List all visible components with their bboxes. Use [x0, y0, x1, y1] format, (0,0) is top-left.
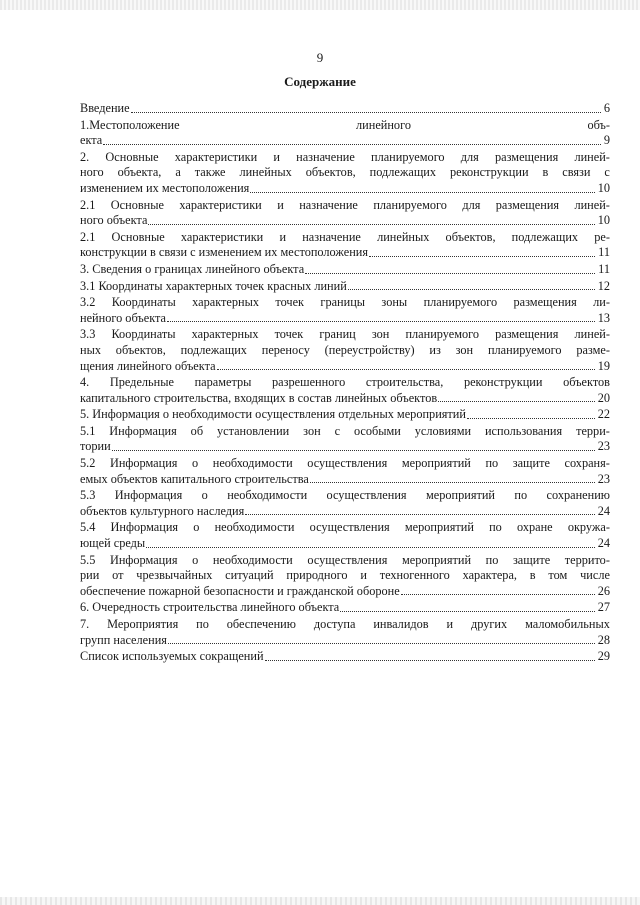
- toc-text: обеспечение пожарной безопасности и гражданской обороне: [80, 583, 400, 598]
- toc-text: Список используемых сокращений: [80, 649, 264, 664]
- toc-word: связи: [562, 165, 591, 180]
- toc-word: в: [529, 568, 536, 583]
- toc-word: о: [192, 552, 199, 567]
- toc-word: терри-: [576, 423, 610, 438]
- page-title: Содержание: [284, 74, 356, 89]
- toc-entry: [80, 279, 610, 295]
- toc-word: 5.5: [80, 552, 96, 567]
- toc-word: осуществления: [326, 488, 407, 503]
- toc-word: по: [485, 552, 499, 567]
- toc-word: зон: [455, 342, 474, 357]
- toc-word: размещения: [513, 295, 577, 310]
- toc-word: Основные: [110, 197, 164, 212]
- toc-page-number: 23: [597, 439, 610, 454]
- toc-word: характеристики: [180, 229, 264, 244]
- toc-word: границ: [319, 327, 356, 342]
- dot-leader: [245, 513, 594, 515]
- toc-page-number: 27: [597, 600, 610, 615]
- toc-text: конструкции в связи с изменением их местоположения: [80, 245, 369, 260]
- dot-leader: [265, 659, 595, 661]
- toc-line: [80, 327, 610, 343]
- toc-page-number: 26: [597, 583, 610, 598]
- toc-line: [80, 118, 610, 134]
- toc-word: 2.1: [80, 197, 96, 212]
- toc-entry: [80, 520, 610, 551]
- toc-word: объектов: [563, 375, 610, 390]
- toc-text: ного объекта: [80, 213, 148, 228]
- toc-word: Информация: [109, 423, 177, 438]
- toc-word: мероприятий: [404, 520, 474, 535]
- toc-word: реконструкции: [450, 165, 529, 180]
- toc-word: подлежащих: [511, 229, 579, 244]
- toc-word: линейных: [377, 229, 430, 244]
- toc-text: объектов культурного наследия: [80, 503, 245, 518]
- toc-word: линейных: [239, 165, 292, 180]
- toc-line: [80, 553, 610, 569]
- toc-line: [80, 213, 610, 229]
- toc-text: тории: [80, 439, 111, 454]
- toc-text: 3.1 Координаты характерных точек красных линий: [80, 278, 347, 293]
- toc-word: ситуаций: [225, 568, 274, 583]
- toc-word: подлежащих: [369, 165, 437, 180]
- toc-word: характерных: [192, 295, 260, 310]
- toc-entry: [80, 101, 610, 117]
- toc-word: обеспечению: [226, 617, 296, 631]
- toc-line: [80, 439, 610, 455]
- toc-line: [80, 633, 610, 649]
- toc-line: [80, 133, 610, 149]
- toc-word: 4.: [80, 375, 90, 390]
- toc-word: линей-: [574, 327, 610, 342]
- toc-word: 1.Местоположение: [80, 117, 180, 132]
- toc-word: границы: [320, 295, 366, 310]
- toc-page-number: 22: [597, 407, 610, 422]
- toc-word: а: [175, 165, 181, 180]
- toc-line: [80, 375, 610, 391]
- toc-word: защите: [512, 552, 551, 567]
- toc-line: [80, 407, 610, 423]
- toc-page-number: 24: [597, 536, 610, 551]
- toc-word: 3.2: [80, 295, 96, 310]
- toc-line: [80, 181, 610, 197]
- toc-word: планируемого: [405, 327, 480, 342]
- toc-word: ных: [80, 342, 101, 357]
- toc-line: [80, 295, 610, 311]
- toc-text: капитального строительства, входящих в состав линейных объектов: [80, 390, 438, 405]
- toc-word: характера,: [462, 568, 517, 583]
- toc-word: планируемого: [371, 149, 445, 164]
- toc-word: параметры: [194, 375, 252, 390]
- toc-word: зон: [303, 423, 321, 438]
- toc-word: ного: [80, 165, 104, 180]
- toc-page-number: 23: [597, 471, 610, 486]
- toc-word: и: [277, 197, 284, 212]
- toc-entry: [80, 327, 610, 374]
- dot-leader: [146, 546, 595, 548]
- toc-word: Мероприятия: [107, 617, 179, 631]
- toc-page-number: 24: [597, 503, 610, 518]
- toc-word: по: [485, 456, 499, 471]
- toc-word: по: [514, 488, 528, 503]
- toc-entry: [80, 407, 610, 423]
- toc-word: инвалидов: [373, 617, 429, 631]
- toc-word: использования: [484, 423, 563, 438]
- toc-page-number: 10: [597, 180, 610, 195]
- toc-word: о: [193, 520, 200, 535]
- toc-word: техногенного: [379, 568, 450, 583]
- toc-word: 2.: [80, 149, 90, 164]
- toc-word: Координаты: [111, 327, 176, 342]
- dot-leader: [467, 417, 595, 419]
- toc-entry: [80, 375, 610, 406]
- toc-word: разме-: [576, 342, 610, 357]
- dot-leader: [348, 288, 595, 290]
- toc-page-number: 13: [597, 310, 610, 325]
- scan-edge-bottom: [0, 897, 640, 905]
- toc-page-number: 11: [598, 245, 610, 260]
- toc-page-number: 28: [597, 632, 610, 647]
- toc-word: объ-: [587, 117, 610, 132]
- toc-word: от: [112, 568, 124, 583]
- dot-leader: [112, 449, 595, 451]
- toc-line: [80, 343, 610, 359]
- toc-word: и: [273, 149, 280, 164]
- toc-line: [80, 101, 610, 117]
- toc-word: разрешенного: [272, 375, 346, 390]
- toc-word: линейного: [356, 117, 411, 132]
- toc-word: мероприятий: [425, 488, 496, 503]
- toc-line: [80, 359, 610, 375]
- toc-word: том: [548, 568, 568, 583]
- dot-leader: [168, 642, 595, 644]
- toc-word: с: [604, 165, 610, 180]
- toc-entry: [80, 118, 610, 149]
- toc-line: [80, 456, 610, 472]
- toc-word: Информация: [110, 520, 179, 535]
- dot-leader: [250, 191, 594, 193]
- toc-word: объектов,: [305, 165, 356, 180]
- toc-word: рии: [80, 568, 100, 583]
- toc-word: установлении: [216, 423, 290, 438]
- toc-page-number: 19: [597, 358, 610, 373]
- toc-entry: [80, 150, 610, 197]
- toc-word: 5.3: [80, 488, 96, 503]
- toc-word: объектов,: [445, 229, 496, 244]
- dot-leader: [305, 272, 595, 274]
- toc-word: из: [429, 342, 441, 357]
- toc-word: (переустройству): [324, 342, 415, 357]
- toc-word: мероприятий: [401, 552, 472, 567]
- toc-word: мероприятий: [401, 456, 471, 471]
- toc-word: о: [201, 488, 208, 503]
- toc-entry: [80, 198, 610, 229]
- toc-word: и: [279, 229, 287, 244]
- toc-word: характеристики: [179, 197, 262, 212]
- toc-text: щения линейного объекта: [80, 358, 216, 373]
- toc-word: объекта,: [117, 165, 162, 180]
- toc-word: с: [334, 423, 341, 438]
- toc-word: переносу: [261, 342, 310, 357]
- toc-line: [80, 245, 610, 261]
- toc-word: и: [360, 568, 367, 583]
- toc-entry: [80, 230, 610, 261]
- dot-leader: [217, 368, 595, 370]
- toc-word: по: [196, 617, 209, 631]
- toc-word: зон: [371, 327, 390, 342]
- dot-leader: [167, 320, 595, 322]
- toc-word: Предельные: [109, 375, 174, 390]
- toc-text: 5. Информация о необходимости осуществления отдельных мероприятий: [80, 407, 466, 422]
- toc-line: [80, 536, 610, 552]
- dot-leader: [438, 400, 595, 402]
- toc-text: изменением их местоположения: [80, 180, 250, 195]
- toc-page-number: 29: [597, 649, 610, 664]
- toc-word: доступа: [313, 617, 356, 631]
- toc-text: 6. Очередность строительства линейного объекта: [80, 600, 340, 615]
- toc-entry: [80, 600, 610, 616]
- toc-word: условиями: [414, 423, 472, 438]
- toc-word: необходимости: [214, 520, 295, 535]
- toc-word: природного: [286, 568, 348, 583]
- dot-leader: [369, 255, 595, 257]
- toc-word: подлежащих: [180, 342, 247, 357]
- toc-word: террито-: [564, 552, 610, 567]
- toc-word: ли-: [593, 295, 610, 310]
- toc-word: осуществления: [307, 456, 388, 471]
- toc-word: линей-: [574, 149, 610, 164]
- toc-word: сохранению: [546, 488, 610, 503]
- toc-word: необходимости: [212, 456, 293, 471]
- toc-entry: [80, 424, 610, 455]
- toc-word: необходимости: [212, 552, 293, 567]
- toc-entry: [80, 456, 610, 487]
- toc-page-number: 20: [597, 390, 610, 405]
- toc-word: 2.1: [80, 229, 96, 244]
- toc-word: 7.: [80, 617, 90, 631]
- toc-line: [80, 488, 610, 504]
- toc-word: объектов,: [115, 342, 166, 357]
- toc-line: [80, 600, 610, 616]
- toc-line: [80, 230, 610, 246]
- toc-word: о: [192, 456, 199, 471]
- toc-word: особыми: [353, 423, 401, 438]
- toc-word: осуществления: [309, 520, 390, 535]
- toc-word: назначение: [296, 149, 355, 164]
- toc-line: [80, 150, 610, 166]
- page-number: 9: [316, 50, 324, 65]
- toc-line: [80, 520, 610, 536]
- dot-leader: [103, 143, 601, 145]
- toc-text: ющей среды: [80, 536, 146, 551]
- toc-word: размещения: [495, 149, 559, 164]
- toc-word: 5.1: [80, 423, 96, 438]
- toc-word: и: [446, 617, 454, 631]
- toc-word: чрезвычайных: [136, 568, 213, 583]
- toc-entry: [80, 617, 610, 648]
- toc-word: планируемого: [373, 197, 447, 212]
- toc-text: групп населения: [80, 632, 167, 647]
- toc-word: назначение: [302, 229, 361, 244]
- toc-entry: [80, 488, 610, 519]
- toc-text: нейного объекта: [80, 310, 167, 325]
- toc-entry: [80, 262, 610, 278]
- toc-word: Основные: [111, 229, 165, 244]
- toc-word: Информация: [114, 488, 183, 503]
- toc-word: точек: [274, 327, 304, 342]
- toc-word: характеристики: [174, 149, 258, 164]
- toc-word: осуществления: [307, 552, 388, 567]
- toc-word: размещения: [495, 327, 559, 342]
- toc-text: емых объектов капитального строительства: [80, 471, 309, 486]
- toc-entry: [80, 553, 610, 600]
- toc-word: реконструкции: [463, 375, 543, 390]
- toc-line: [80, 472, 610, 488]
- toc-word: 5.2: [80, 456, 96, 471]
- toc-word: ре-: [594, 229, 610, 244]
- toc-line: [80, 198, 610, 214]
- toc-text: екта: [80, 133, 103, 148]
- toc-word: необходимости: [227, 488, 308, 503]
- toc-word: 3.3: [80, 327, 96, 342]
- toc-word: Основные: [105, 149, 159, 164]
- toc-word: строительства,: [365, 375, 444, 390]
- dot-leader: [340, 610, 594, 612]
- toc-word: числе: [580, 568, 610, 583]
- toc-word: сохраня-: [564, 456, 610, 471]
- table-of-contents: [80, 101, 610, 666]
- toc-line: [80, 584, 610, 600]
- dot-leader: [148, 223, 594, 225]
- toc-line: [80, 424, 610, 440]
- toc-line: [80, 311, 610, 327]
- toc-word: характерных: [191, 327, 259, 342]
- toc-word: Информация: [109, 456, 178, 471]
- toc-word: назначение: [299, 197, 358, 212]
- toc-word: защите: [512, 456, 550, 471]
- toc-word: по: [489, 520, 502, 535]
- toc-word: для: [460, 149, 479, 164]
- toc-word: также: [194, 165, 226, 180]
- toc-word: в: [542, 165, 549, 180]
- toc-line: [80, 262, 610, 278]
- toc-line: [80, 617, 610, 633]
- toc-text: Введение: [80, 101, 130, 115]
- toc-word: других: [471, 617, 508, 631]
- toc-line: [80, 279, 610, 295]
- toc-word: линей-: [574, 197, 610, 212]
- toc-page-number: 11: [598, 261, 610, 276]
- toc-text: 3. Сведения о границах линейного объекта: [80, 261, 305, 276]
- dot-leader: [401, 593, 595, 595]
- toc-page-number: 10: [597, 213, 610, 228]
- toc-word: окружа-: [567, 520, 610, 535]
- toc-word: размещения: [495, 197, 560, 212]
- toc-word: маломобильных: [525, 617, 610, 631]
- dot-leader: [310, 481, 595, 483]
- toc-page-number: 12: [597, 278, 610, 293]
- toc-line: [80, 504, 610, 520]
- toc-word: Информация: [109, 552, 178, 567]
- toc-page-number: 9: [603, 133, 610, 148]
- toc-entry: [80, 649, 610, 665]
- toc-word: охране: [517, 520, 553, 535]
- dot-leader: [131, 111, 601, 113]
- toc-word: об: [190, 423, 204, 438]
- toc-word: планируемого: [487, 342, 562, 357]
- toc-word: Координаты: [111, 295, 176, 310]
- toc-word: зоны: [381, 295, 408, 310]
- toc-line: [80, 649, 610, 665]
- toc-word: 5.4: [80, 520, 96, 535]
- toc-line: [80, 391, 610, 407]
- toc-word: планируемого: [423, 295, 498, 310]
- toc-entry: [80, 295, 610, 326]
- toc-word: точек: [275, 295, 305, 310]
- toc-line: [80, 568, 610, 584]
- toc-word: для: [462, 197, 481, 212]
- scan-edge-top: [0, 0, 640, 10]
- toc-line: [80, 165, 610, 181]
- toc-page-number: 6: [603, 101, 610, 115]
